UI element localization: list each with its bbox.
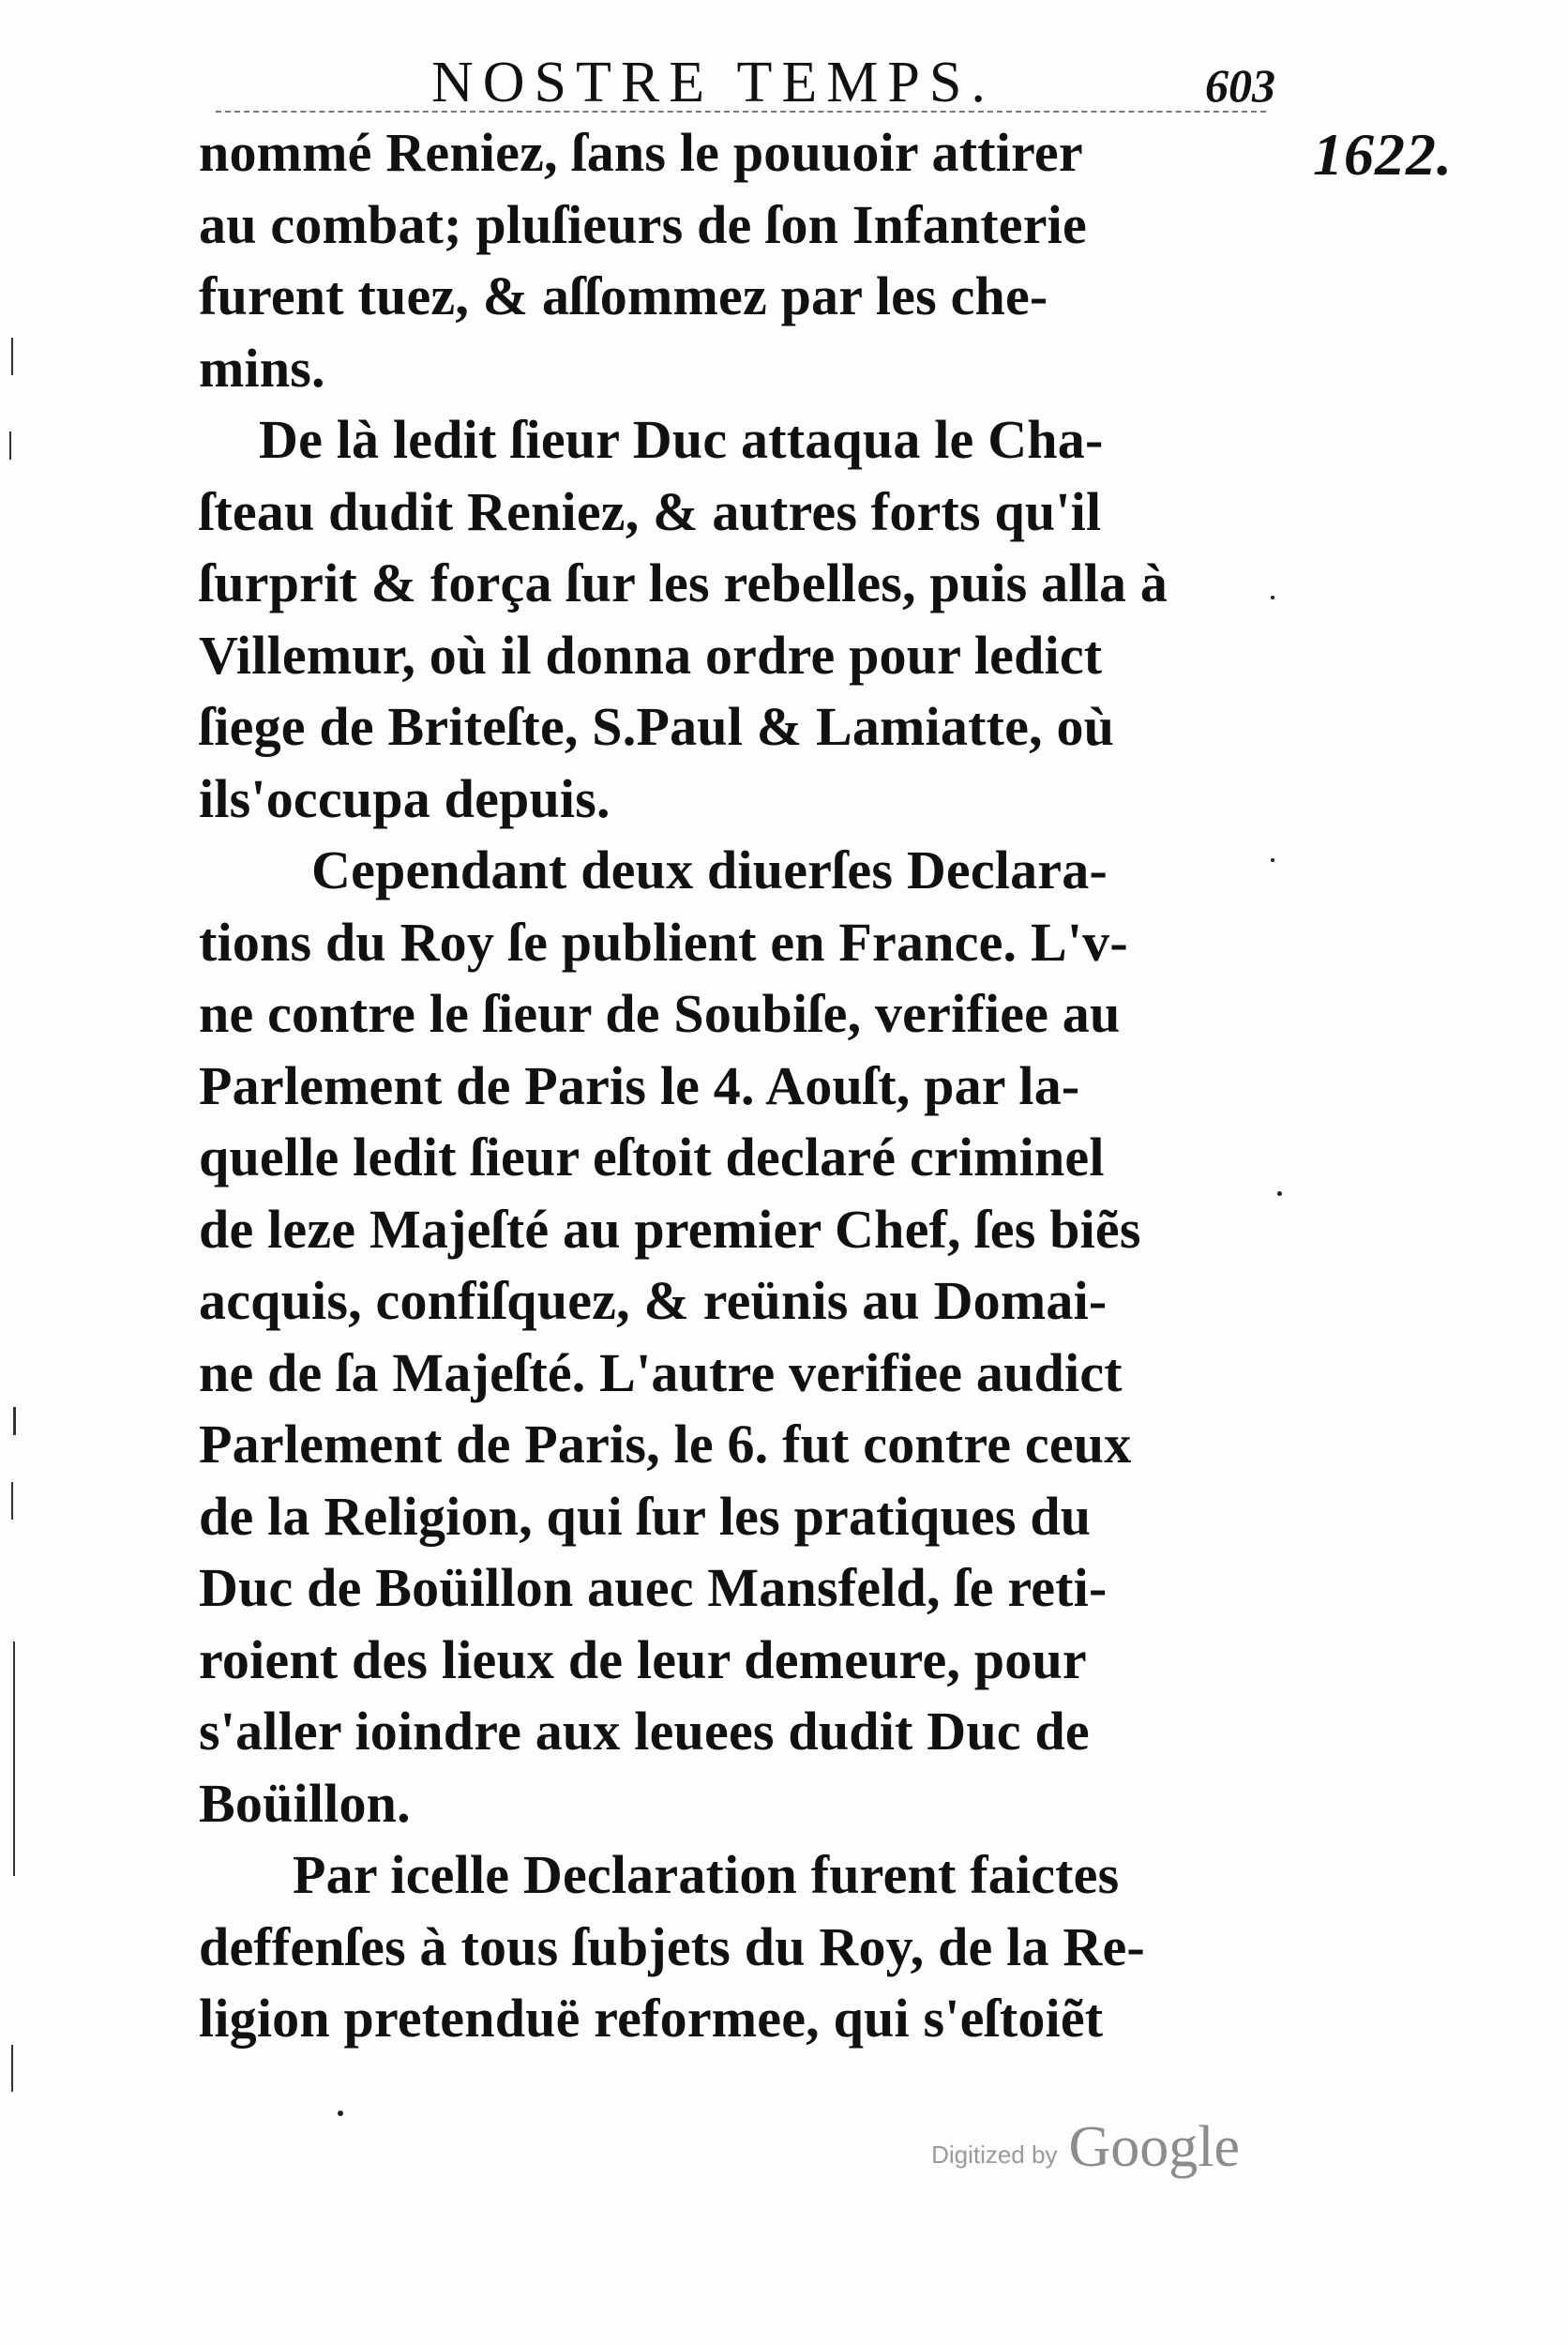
text-line: deffenſes à tous ſubjets du Roy, de la Re- <box>199 1915 1145 1977</box>
margin-mark <box>11 1482 13 1520</box>
margin-mark <box>9 431 11 460</box>
text-line: ne contre le ſieur de Soubiſe, verifiee au <box>199 983 1121 1044</box>
text-line: quelle ledit ſieur eſtoit declaré criminel <box>199 1127 1105 1188</box>
margin-year: 1622. <box>1313 121 1453 188</box>
header-rule <box>216 111 1266 113</box>
text-line: de la Religion, qui ſur les pratiques du <box>199 1485 1092 1547</box>
text-line: mins. <box>199 337 325 399</box>
page-number: 603 <box>1205 59 1275 112</box>
text-line: de leze Majeſté au premier Chef, ſes biẽs <box>199 1198 1141 1260</box>
ink-speck <box>1271 858 1274 862</box>
text-line: furent tuez, & aſſommez par les che- <box>199 265 1048 326</box>
digitized-by-label: Digitized by <box>931 2141 1058 2169</box>
text-line: ligion pretenduë reformee, qui s'eſtoiẽt <box>199 1988 1104 2049</box>
ink-speck <box>1271 596 1274 599</box>
text-line: s'aller ioindre aux leuees dudit Duc de <box>199 1701 1090 1762</box>
text-line: roient des lieux de leur demeure, pour <box>199 1628 1087 1690</box>
text-line: tions du Roy ſe publient en France. L'v- <box>199 911 1128 973</box>
text-line: nommé Reniez, ſans le pouuoir attirer <box>199 122 1083 183</box>
running-head <box>413 45 1294 120</box>
margin-mark <box>11 2045 13 2092</box>
text-line-paragraph-start: De là ledit ſieur Duc attaqua le Cha- <box>259 409 1104 470</box>
text-line: ſiege de Briteſte, S.Paul & Lamiatte, où <box>199 696 1115 757</box>
text-line: Duc de Boüillon auec Mansfeld, ſe reti- <box>199 1557 1108 1618</box>
text-line: Parlement de Paris, le 6. fut contre ceux <box>199 1414 1132 1475</box>
ink-speck <box>1277 1191 1282 1196</box>
text-line: ſurprit & força ſur les rebelles, puis alla à <box>199 552 1168 613</box>
text-line: ſteau dudit Reniez, & autres forts qu'il <box>199 480 1102 542</box>
text-line-paragraph-start: Par icelle Declaration furent faictes <box>293 1844 1120 1905</box>
text-line: Villemur, où il donna ordre pour ledict <box>199 624 1103 686</box>
text-line: ne de ſa Majeſté. L'autre verifiee audict <box>199 1341 1123 1403</box>
body-text <box>199 117 1277 2055</box>
ink-speck <box>338 2110 343 2116</box>
margin-mark <box>13 1407 16 1435</box>
text-line: au combat; pluſieurs de ſon Infanterie <box>199 193 1087 255</box>
running-title: NOSTRE TEMPS. <box>431 51 995 114</box>
left-margin-marks <box>0 0 56 2345</box>
text-line: Boüillon. <box>199 1772 411 1834</box>
margin-mark <box>13 1642 15 1876</box>
text-line: Parlement de Paris le 4. Aouſt, par la- <box>199 1054 1080 1116</box>
digitized-by-google <box>931 2106 1240 2181</box>
margin-mark <box>11 338 13 375</box>
text-line: ils'occupa depuis. <box>199 767 611 829</box>
text-line-paragraph-start: Cependant deux diuerſes Declara- <box>311 840 1108 900</box>
text-line: acquis, confiſquez, & reünis au Domai- <box>199 1270 1108 1331</box>
google-logo: Google <box>1068 2115 1240 2179</box>
